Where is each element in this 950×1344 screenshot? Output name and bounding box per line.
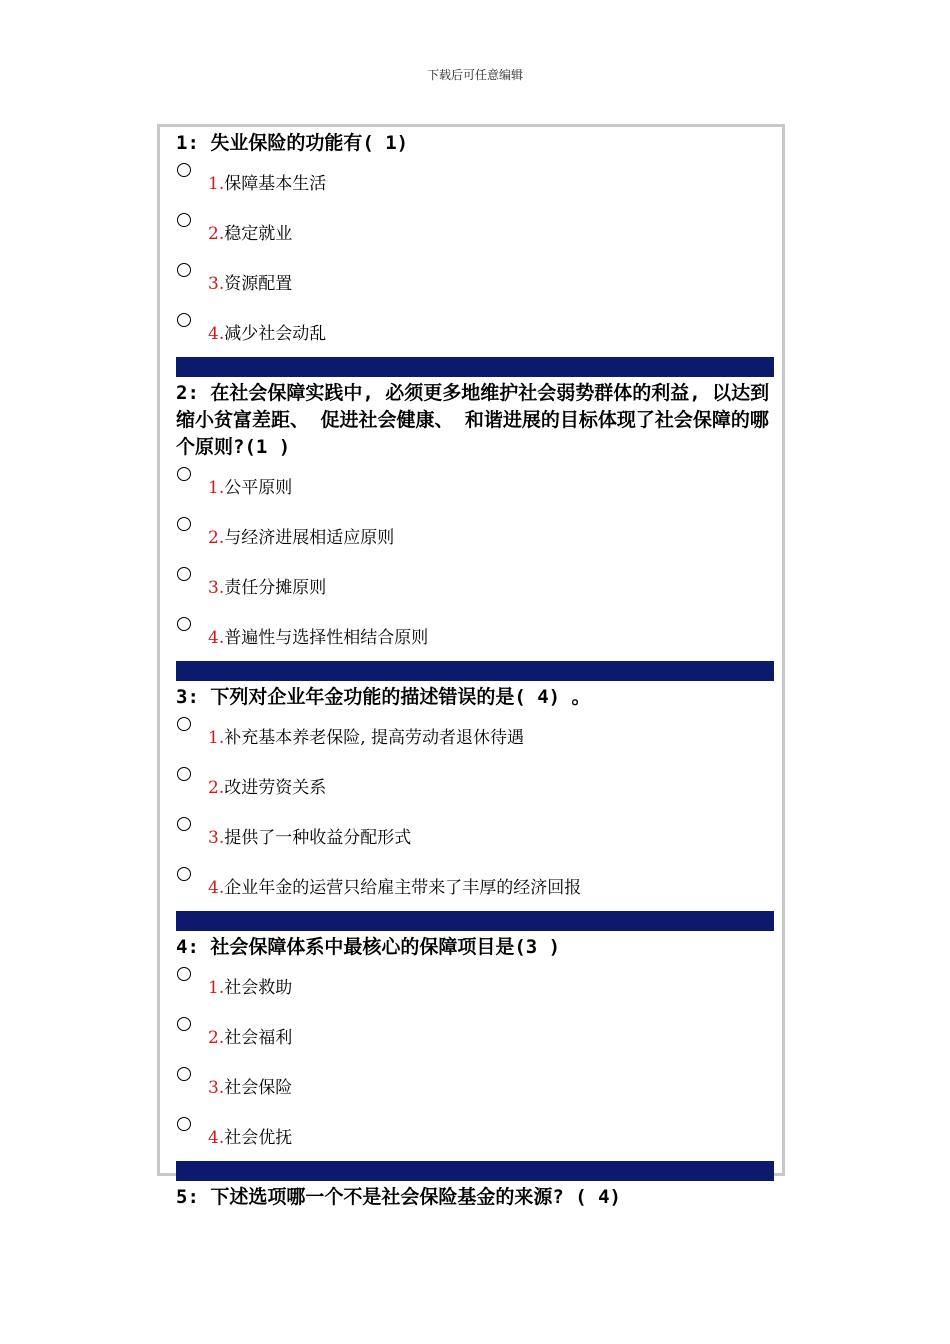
page-header-note: 下载后可任意编辑 xyxy=(426,68,523,82)
radio-button[interactable] xyxy=(177,1017,191,1031)
question-divider xyxy=(176,661,774,681)
question-block xyxy=(176,684,774,931)
radio-button[interactable] xyxy=(177,767,191,781)
option-text: 补充基本养老保险, 提高劳动者退休待遇 xyxy=(224,728,525,748)
option-label xyxy=(208,477,292,499)
option-label xyxy=(208,1127,292,1149)
option-number: 3. xyxy=(208,828,225,848)
quiz-list xyxy=(176,130,774,1211)
radio-button[interactable] xyxy=(177,313,191,327)
question-title: 1: 失业保险的功能有( 1) xyxy=(176,132,409,154)
radio-button[interactable] xyxy=(177,1067,191,1081)
radio-button[interactable] xyxy=(177,1117,191,1131)
option-number: 4. xyxy=(208,1128,225,1148)
question-title: 4: 社会保障体系中最核心的保障项目是(3 ) xyxy=(176,936,561,958)
option-text: 社会保险 xyxy=(224,1078,293,1098)
answer-option[interactable] xyxy=(176,861,774,911)
answer-option[interactable] xyxy=(176,961,774,1011)
option-label xyxy=(208,627,428,649)
radio-button[interactable] xyxy=(177,967,191,981)
option-number: 1. xyxy=(208,174,225,194)
question-block xyxy=(176,1184,774,1211)
option-text: 资源配置 xyxy=(224,274,293,294)
option-label xyxy=(208,223,292,245)
answer-option[interactable] xyxy=(176,711,774,761)
answer-option[interactable] xyxy=(176,761,774,811)
question-block xyxy=(176,130,774,377)
answer-option[interactable] xyxy=(176,1061,774,1111)
option-text: 与经济进展相适应原则 xyxy=(224,528,395,548)
radio-button[interactable] xyxy=(177,213,191,227)
option-text: 减少社会动乱 xyxy=(224,324,327,344)
answer-option[interactable] xyxy=(176,207,774,257)
option-number: 1. xyxy=(208,478,225,498)
option-label xyxy=(208,323,326,345)
option-label xyxy=(208,527,394,549)
option-text: 公平原则 xyxy=(224,478,293,498)
option-number: 4. xyxy=(208,628,225,648)
option-number: 2. xyxy=(208,224,225,244)
option-text: 提供了一种收益分配形式 xyxy=(224,828,412,848)
option-text: 保障基本生活 xyxy=(224,174,327,194)
option-number: 1. xyxy=(208,728,225,748)
option-number: 2. xyxy=(208,1028,225,1048)
option-number: 4. xyxy=(208,324,225,344)
option-label xyxy=(208,877,581,899)
radio-button[interactable] xyxy=(177,567,191,581)
option-label xyxy=(208,1077,292,1099)
radio-button[interactable] xyxy=(177,617,191,631)
question-divider xyxy=(176,911,774,931)
option-text: 稳定就业 xyxy=(224,224,293,244)
question-block xyxy=(176,380,774,681)
answer-option[interactable] xyxy=(176,561,774,611)
answer-option[interactable] xyxy=(176,1011,774,1061)
answer-option[interactable] xyxy=(176,811,774,861)
option-text: 社会救助 xyxy=(224,978,293,998)
radio-button[interactable] xyxy=(177,163,191,177)
option-text: 企业年金的运营只给雇主带来了丰厚的经济回报 xyxy=(224,878,582,898)
option-label xyxy=(208,273,292,295)
option-number: 4. xyxy=(208,878,225,898)
answer-option[interactable] xyxy=(176,257,774,307)
option-label xyxy=(208,777,326,799)
option-label xyxy=(208,173,326,195)
option-number: 2. xyxy=(208,528,225,548)
question-title: 3: 下列对企业年金功能的描述错误的是( 4) 。 xyxy=(176,686,591,708)
answer-option[interactable] xyxy=(176,157,774,207)
option-text: 普遍性与选择性相结合原则 xyxy=(224,628,429,648)
radio-button[interactable] xyxy=(177,517,191,531)
option-label xyxy=(208,977,292,999)
radio-button[interactable] xyxy=(177,867,191,881)
option-text: 改进劳资关系 xyxy=(224,778,327,798)
option-text: 社会优抚 xyxy=(224,1128,293,1148)
option-label xyxy=(208,827,411,849)
option-text: 社会福利 xyxy=(224,1028,293,1048)
answer-option[interactable] xyxy=(176,1111,774,1161)
question-block xyxy=(176,934,774,1181)
question-title: 2: 在社会保障实践中, 必须更多地维护社会弱势群体的利益, 以达到缩小贫富差距、 促进社会健康、 和谐进展的目标体现了社会保障的哪个原则?(1 ) xyxy=(176,382,770,458)
option-number: 3. xyxy=(208,274,225,294)
question-divider xyxy=(176,1161,774,1181)
option-number: 3. xyxy=(208,578,225,598)
option-label xyxy=(208,577,326,599)
radio-button[interactable] xyxy=(177,467,191,481)
answer-option[interactable] xyxy=(176,611,774,661)
option-text: 责任分摊原则 xyxy=(224,578,327,598)
option-number: 3. xyxy=(208,1078,225,1098)
option-number: 1. xyxy=(208,978,225,998)
option-label xyxy=(208,1027,292,1049)
quiz-frame xyxy=(157,124,785,1208)
answer-option[interactable] xyxy=(176,307,774,357)
radio-button[interactable] xyxy=(177,263,191,277)
option-label xyxy=(208,727,524,749)
question-title: 5: 下述选项哪一个不是社会保险基金的来源? ( 4) xyxy=(176,1186,621,1208)
answer-option[interactable] xyxy=(176,461,774,511)
option-number: 2. xyxy=(208,778,225,798)
question-divider xyxy=(176,357,774,377)
radio-button[interactable] xyxy=(177,717,191,731)
answer-option[interactable] xyxy=(176,511,774,561)
radio-button[interactable] xyxy=(177,817,191,831)
